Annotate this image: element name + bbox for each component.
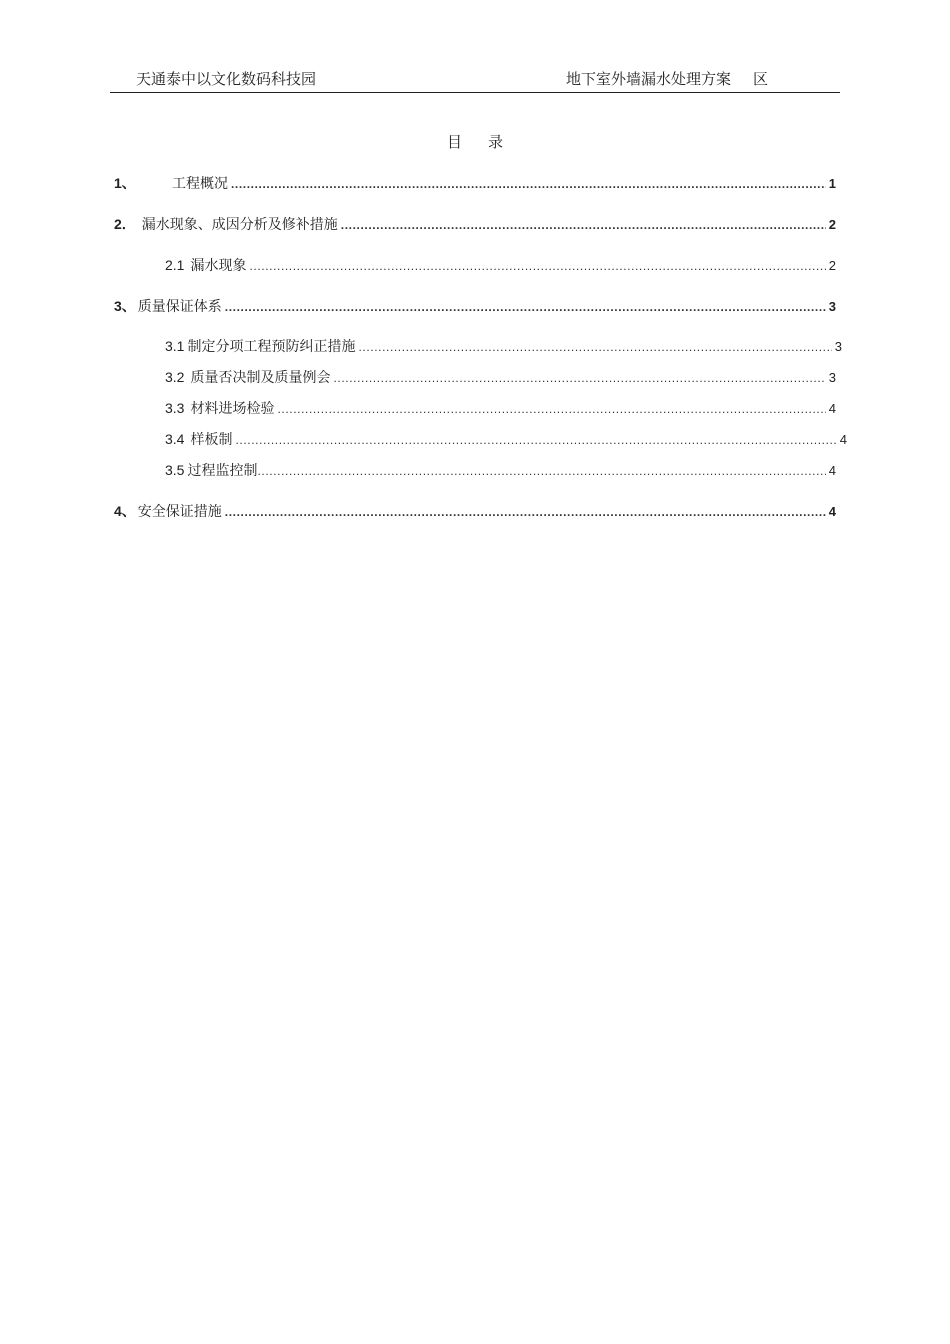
toc-entry-number: 3.2: [165, 369, 185, 385]
toc-entry-page: 4: [828, 463, 836, 478]
toc-entry-title: 制定分项工程预防纠正措施: [187, 339, 356, 355]
toc-entry[interactable]: [165, 336, 842, 356]
toc-leader-dots: [277, 402, 825, 416]
toc-entry-title: 样板制: [190, 432, 233, 448]
toc-entry-title: 质量否决制及质量例会: [190, 370, 331, 386]
toc-entry-title: 漏水现象、成因分析及修补措施: [141, 217, 338, 233]
page-header: [110, 66, 840, 93]
header-document-title: [566, 68, 768, 89]
toc-entry[interactable]: [165, 367, 836, 387]
toc-leader-dots: [358, 340, 831, 354]
toc-title: [0, 131, 950, 152]
toc-leader-dots: [341, 218, 826, 232]
toc-entry[interactable]: [114, 296, 836, 316]
toc-entry-page: 2: [828, 217, 836, 232]
toc-leader-dots: [333, 371, 825, 385]
toc-entry-title: 过程监控制: [187, 463, 258, 479]
toc-entry[interactable]: [114, 173, 836, 193]
toc-entry-number: 1、: [114, 175, 136, 191]
toc-entry-title: 漏水现象: [190, 258, 247, 274]
toc-title-char-1: 目: [446, 133, 462, 151]
toc-entry-page: 1: [828, 176, 836, 191]
toc-entry-page: 4: [828, 504, 836, 519]
toc-entry[interactable]: [165, 255, 836, 275]
toc-entry-title: 安全保证措施: [137, 504, 222, 520]
toc-entry-number: 2.1: [165, 257, 185, 273]
toc-entry[interactable]: [165, 429, 847, 449]
header-project-name: 天通泰中以文化数码科技园: [136, 70, 317, 88]
toc-entry-title: 质量保证体系: [137, 299, 222, 315]
toc-entry-page: 4: [828, 401, 836, 416]
toc-entry-page: 3: [834, 339, 842, 354]
toc-entry-page: 3: [828, 370, 836, 385]
toc-entry[interactable]: [165, 460, 836, 480]
toc-entry-number: 4、: [114, 503, 136, 519]
toc-leader-dots: [249, 259, 825, 273]
toc-entry-page: 4: [839, 432, 847, 447]
toc-entry-title: 工程概况: [172, 176, 228, 192]
toc-leader-dots: [257, 464, 825, 478]
toc-entry[interactable]: [165, 398, 836, 418]
toc-entry[interactable]: [114, 214, 836, 234]
toc-leader-dots: [225, 300, 826, 314]
toc-entry-page: 2: [828, 258, 836, 273]
header-title-text: 地下室外墙漏水处理方案: [566, 70, 732, 88]
toc-entry[interactable]: [114, 501, 836, 521]
toc-leader-dots: [225, 505, 826, 519]
toc-entry-title: 材料进场检验: [190, 401, 275, 417]
toc-entry-number: 3.5: [165, 462, 185, 478]
toc-entry-number: 2．: [114, 216, 136, 232]
header-zone: 区: [753, 70, 769, 88]
toc-leader-dots: [231, 177, 826, 191]
toc-leader-dots: [235, 433, 836, 447]
toc-entry-number: 3.4: [165, 431, 185, 447]
toc-entry-page: 3: [828, 299, 836, 314]
toc-entry-number: 3.1: [165, 338, 185, 354]
toc-entry-number: 3.3: [165, 400, 185, 416]
toc-entry-number: 3、: [114, 298, 136, 314]
toc-title-char-2: 录: [488, 133, 504, 151]
